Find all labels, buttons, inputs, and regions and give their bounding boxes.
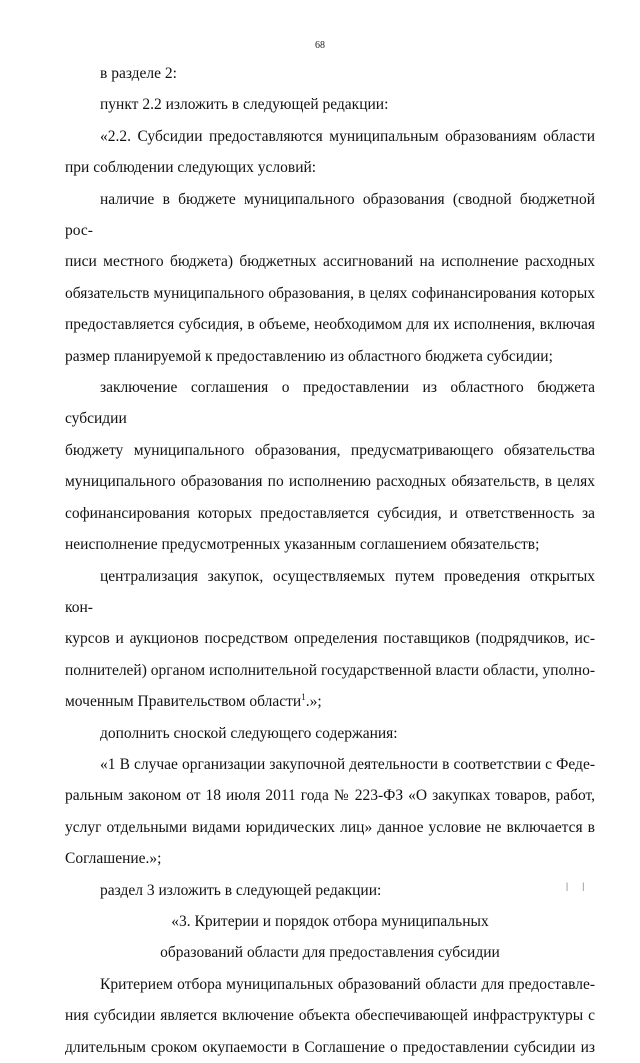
document-body	[65, 58, 595, 1063]
text-line: длительным сроком окупаемости в Соглашение о предоставлении субсидии из	[65, 1038, 595, 1056]
text-line: муниципального образования по исполнению расходных обязательств, в целях	[65, 473, 595, 491]
text-line: неисполнение предусмотренных указанным соглашением обязательств;	[65, 536, 540, 554]
text-line: заключение соглашения о предоставлении из областного бюджета субсидии	[65, 379, 595, 428]
text-line: «2.2. Субсидии предоставляются муниципальным образованиям области	[100, 127, 595, 145]
text-fragment: .»;	[305, 693, 322, 711]
text-line: при соблюдении следующих условий:	[65, 159, 317, 177]
text-line: в разделе 2:	[100, 65, 177, 82]
text-line: Соглашение.»;	[65, 850, 162, 868]
text-line: централизация закупок, осуществляемых путем проведения открытых кон-	[65, 567, 595, 616]
text-line: пункт 2.2 изложить в следующей редакции:	[100, 96, 389, 114]
text-line: услуг отдельными видами юридических лиц» данное условие не включается в	[65, 818, 595, 836]
section-heading-line: «3. Критерии и порядок отбора муниципальных	[171, 912, 489, 930]
text-line: дополнить сноской следующего содержания:	[100, 724, 398, 742]
scan-corner-mark: | |	[566, 881, 590, 891]
text-line: полнителей) органом исполнительной государственной власти области, уполно-	[65, 661, 595, 679]
page-number: 68	[315, 40, 325, 51]
text-line: ния субсидии является включение объекта обеспечивающей инфраструктуры с	[65, 1007, 595, 1025]
footnote-marker: 1	[301, 691, 306, 702]
text-line: софинансирования которых предоставляется субсидия, и ответственность за	[65, 504, 595, 522]
text-fragment: моченным Правительством области	[65, 693, 302, 711]
text-line: ральным законом от 18 июля 2011 года № 223-ФЗ «О закупках товаров, работ,	[65, 787, 595, 805]
text-line: Критерием отбора муниципальных образований области для предоставле-	[100, 975, 595, 993]
text-line: обязательств муниципального образования, в целях софинансирования которых	[65, 284, 595, 302]
text-line	[65, 686, 595, 717]
text-line: писи местного бюджета) бюджетных ассигнований на исполнение расходных	[65, 253, 595, 271]
text-line: предоставляется субсидия, в объеме, необходимом для их исполнения, включая	[65, 316, 595, 334]
text-line: бюджету муниципального образования, предусматривающего обязательства	[65, 441, 595, 459]
text-line: размер планируемой к предоставлению из областного бюджета субсидии;	[65, 347, 553, 365]
text-line: курсов и аукционов посредством определения поставщиков (подрядчиков, ис-	[65, 630, 595, 648]
text-line: раздел 3 изложить в следующей редакции:	[100, 881, 382, 899]
section-heading-line: образований области для предоставления субсидии	[160, 944, 500, 962]
text-line: наличие в бюджете муниципального образования (сводной бюджетной рос-	[65, 190, 595, 240]
text-line: «1 В случае организации закупочной деятельности в соответствии с Феде-	[100, 755, 595, 773]
